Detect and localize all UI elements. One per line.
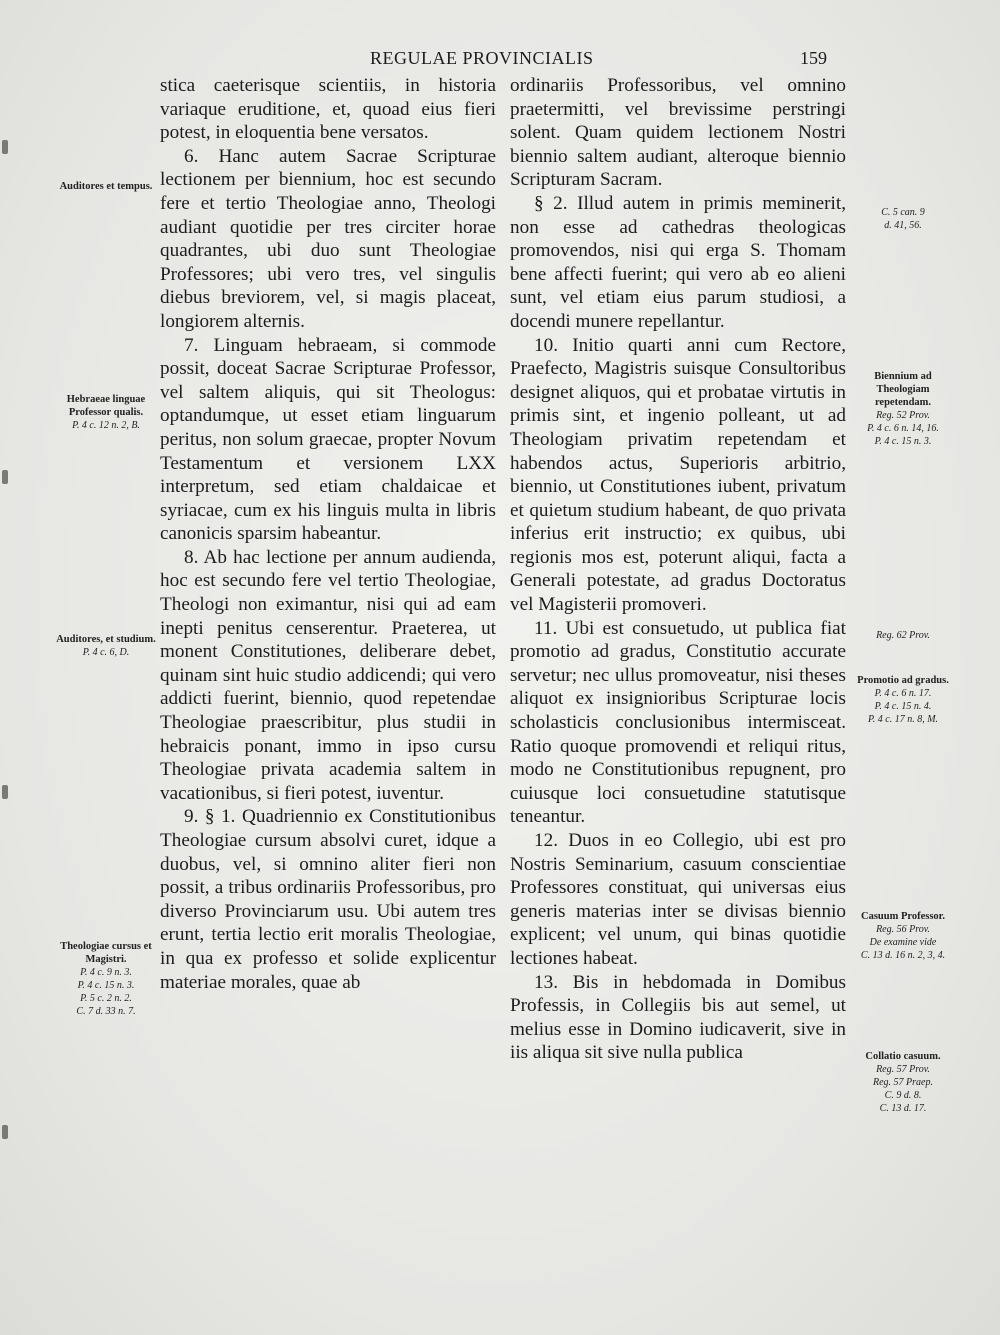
margin-note-title: Auditores, et studium.	[56, 634, 156, 645]
margin-note	[56, 393, 156, 432]
margin-note	[56, 633, 156, 659]
margin-note	[848, 910, 958, 962]
margin-note-reference: Reg. 56 Prov.	[876, 924, 930, 935]
margin-note-title: Hebraeae linguae Professor qualis.	[66, 394, 146, 418]
margin-note-title: Biennium ad Theologiam repetendam.	[874, 371, 932, 408]
paragraph: 11. Ubi est consuetudo, ut publica fiat promotio ad gradus, Constitutio accurate servetur; nec ullus promoveatur, nisi theses aliquot ex insignioribus Scripturae locis scholasticis conclusionibus intermisceat. Ratio quoque promovendi et reliqui ritus, modo ne Constitutionibus repugnent, pro cuiusque loci consuetudine statutisque teneantur.	[510, 617, 846, 828]
margin-note-reference: P. 4 c. 17 n. 8, M.	[867, 714, 939, 725]
paragraph: 10. Initio quarti anni cum Rectore, Praefecto, Magistris suisque Consultoribus designet aliquos, qui et probatae virtutis in primis sint, et ingenio polleant, ut ad Theologiam privatim repetendam et habendos actus, Superioris arbitrio, biennio, ut Constitutiones iubent, privatum et quietum studium habeant, de quo privata inferius erit instructio; ex quibus, ubi regionis mos est, poterunt aliqui, facta a Generali potestate, ad gradus Doctoratus vel Magisterii promoveri.	[510, 334, 846, 616]
margin-note-reference: C. 13 d. 17.	[879, 1103, 927, 1114]
margin-note-reference: P. 4 c. 15 n. 3.	[77, 980, 135, 991]
left-text-column	[160, 74, 496, 994]
margin-note-title: Theologiae cursus et Magistri.	[60, 941, 152, 965]
margin-note-reference: P. 4 c. 12 n. 2, B.	[72, 420, 140, 431]
right-text-column	[510, 74, 846, 1065]
margin-note	[848, 370, 958, 448]
paragraph: 8. Ab hac lectione per annum audienda, hoc est secundo fere vel tertio Theologiae, Theologi non eximantur, nisi qui ad eam inepti penitus censerentur. Praeterea, ut monent Constitutiones, deliberare debet, quinam sint huic studio addicendi; qui vero addicti fuerint, biennio, quod repetendae Theologiae praescribitur, plus studii in hebraicis ponant, immo in ipso cursu Theologiae privata academia saltem in vacationibus, si fieri potest, iuventur.	[160, 546, 496, 804]
paragraph: 13. Bis in hebdomada in Domibus Professis, in Collegiis bis aut semel, ut melius esse in Domino iudicaverit, sive in iis aliqua sit sive nulla publica	[510, 971, 846, 1064]
margin-note-reference: Reg. 52 Prov.	[876, 410, 930, 421]
margin-note-reference: P. 4 c. 9 n. 3.	[80, 967, 132, 978]
margin-note	[848, 629, 958, 642]
margin-note-reference: d. 41, 56.	[884, 220, 922, 231]
binding-mark	[2, 470, 8, 484]
paragraph: 7. Linguam hebraeam, si commode possit, doceat Sacrae Scripturae Professor, vel saltem aliquis, qui sit Theologus: optandumque, ut esset etiam linguarum peritus, non solum graecae, propter Novum Testamentum et versionem LXX interpretum, sed etiam chaldaicae et syriacae, cum ex his linguis multa in libris canonicis sparsim habeantur.	[160, 334, 496, 545]
margin-note-reference: Reg. 57 Praep.	[873, 1077, 933, 1088]
paragraph: 12. Duos in eo Collegio, ubi est pro Nostris Seminarium, casuum conscientiae Professores constituat, qui universas eius generis materias inter se divisas biennio explicent; vel unum, qui binas quotidie lectiones habeat.	[510, 830, 846, 969]
paragraph: § 2. Illud autem in primis meminerit, non esse ad cathedras theologicas promovendos, nisi qui erga S. Thomam bene affecti fuerint; qui vero ab eo alieni sunt, vel etiam eius parum studiosi, a docendi munere repellantur.	[510, 192, 846, 332]
margin-note	[56, 940, 156, 1018]
binding-mark	[2, 785, 8, 799]
margin-note-title: Casuum Professor.	[860, 911, 945, 922]
margin-note-reference: Reg. 57 Prov.	[876, 1064, 930, 1075]
margin-note-title: Auditores et tempus.	[59, 181, 153, 192]
margin-note	[56, 180, 156, 193]
margin-note-reference: P. 4 c. 6 n. 14, 16.	[867, 423, 939, 434]
margin-note	[848, 1050, 958, 1115]
margin-note-reference: C. 13 d. 16 n. 2, 3, 4.	[860, 950, 946, 961]
binding-mark	[2, 140, 8, 154]
margin-note-reference: C. 9 d. 8.	[884, 1090, 922, 1101]
margin-note	[848, 206, 958, 232]
margin-note-reference: P. 4 c. 6 n. 17.	[874, 688, 932, 699]
margin-note	[848, 674, 958, 726]
paragraph: stica caeterisque scientiis, in historia variaque eruditione, et, quoad eius fieri potest, in eloquentia bene versatos.	[160, 75, 496, 144]
running-title: REGULAE PROVINCIALIS	[370, 48, 594, 68]
margin-note-reference: Reg. 62 Prov.	[876, 630, 930, 641]
paragraph: 9. § 1. Quadriennio ex Constitutionibus Theologiae cursum absolvi curet, idque a duobus, vel, si omnino aliter fieri non possit, a tribus ordinariis Professoribus, pro diverso Provinciarum usu. Ubi autem tres erunt, tertia lectio erit moralis Theologiae, in qua ex professo et solide explicentur materiae morales, quae ab	[160, 806, 496, 993]
binding-mark	[2, 1125, 8, 1139]
margin-note-reference: C. 7 d. 33 n. 7.	[76, 1006, 136, 1017]
margin-note-title: Promotio ad gradus.	[857, 675, 949, 686]
margin-note-reference: De examine vide	[869, 937, 937, 948]
margin-note-title: Collatio casuum.	[865, 1051, 941, 1062]
margin-note-reference: P. 5 c. 2 n. 2.	[80, 993, 132, 1004]
page-number: 159	[800, 48, 827, 68]
paragraph: ordinariis Professoribus, vel omnino praetermitti, vel brevissime perstringi solent. Quam quidem lectionem Nostri biennio saltem audiant, alteroque biennio Scripturam Sacram.	[510, 75, 846, 191]
margin-note-reference: P. 4 c. 6, D.	[82, 647, 130, 658]
margin-note-reference: P. 4 c. 15 n. 4.	[874, 701, 932, 712]
margin-note-reference: C. 5 can. 9	[881, 207, 925, 218]
margin-note-reference: P. 4 c. 15 n. 3.	[874, 436, 932, 447]
paragraph: 6. Hanc autem Sacrae Scripturae lectionem per biennium, hoc est secundo fere et tertio Theologiae anno, Theologi audiant quotidie per tres circiter horae quadrantes, ubi duo sunt Theologiae Professores; ubi vero tres, vel singulis diebus breviorem, vel, si magis placeat, longiorem alternis.	[160, 145, 496, 332]
